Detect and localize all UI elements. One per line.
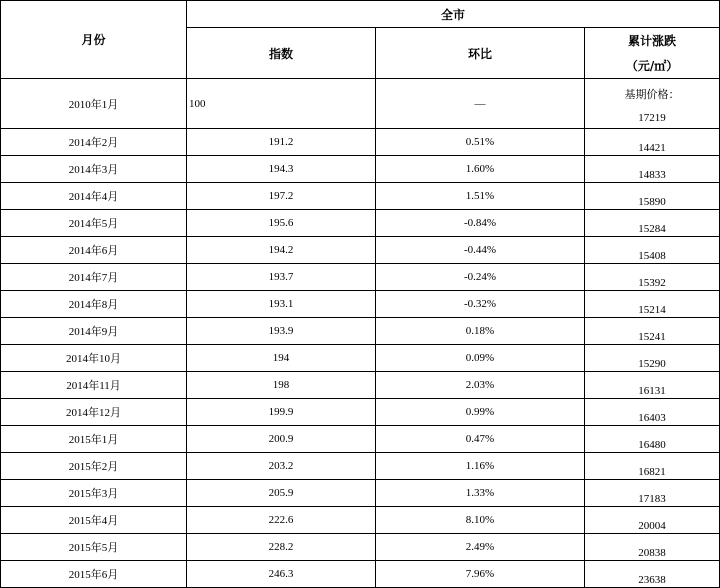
month-cell: 2015年1月 bbox=[1, 426, 187, 453]
price-cell: 15241 bbox=[585, 318, 720, 345]
base-month: 2010年1月 bbox=[1, 79, 187, 129]
table-row bbox=[1, 156, 720, 183]
mom-cell: 2.03% bbox=[376, 372, 585, 399]
month-cell: 2014年7月 bbox=[1, 264, 187, 291]
index-cell: 194.3 bbox=[187, 156, 376, 183]
table-row bbox=[1, 399, 720, 426]
mom-cell: 1.60% bbox=[376, 156, 585, 183]
month-cell: 2014年4月 bbox=[1, 183, 187, 210]
mom-cell: -0.24% bbox=[376, 264, 585, 291]
month-cell: 2014年5月 bbox=[1, 210, 187, 237]
price-cell: 14421 bbox=[585, 129, 720, 156]
price-cell: 20838 bbox=[585, 534, 720, 561]
month-cell: 2014年12月 bbox=[1, 399, 187, 426]
table-row bbox=[1, 210, 720, 237]
table-row bbox=[1, 507, 720, 534]
index-cell: 193.7 bbox=[187, 264, 376, 291]
month-cell: 2015年6月 bbox=[1, 561, 187, 588]
month-cell: 2014年9月 bbox=[1, 318, 187, 345]
month-cell: 2014年10月 bbox=[1, 345, 187, 372]
table-row bbox=[1, 534, 720, 561]
table-row bbox=[1, 129, 720, 156]
index-cell: 195.6 bbox=[187, 210, 376, 237]
index-cell: 194 bbox=[187, 345, 376, 372]
index-cell: 191.2 bbox=[187, 129, 376, 156]
table-row bbox=[1, 291, 720, 318]
table-row bbox=[1, 183, 720, 210]
index-cell: 197.2 bbox=[187, 183, 376, 210]
month-cell: 2014年6月 bbox=[1, 237, 187, 264]
price-cell: 23638 bbox=[585, 561, 720, 588]
month-cell: 2014年2月 bbox=[1, 129, 187, 156]
mom-cell: 2.49% bbox=[376, 534, 585, 561]
price-cell: 15392 bbox=[585, 264, 720, 291]
index-cell: 222.6 bbox=[187, 507, 376, 534]
index-cell: 203.2 bbox=[187, 453, 376, 480]
index-cell: 200.9 bbox=[187, 426, 376, 453]
base-price-label: 基期价格： bbox=[624, 87, 680, 101]
index-cell: 193.9 bbox=[187, 318, 376, 345]
index-cell: 193.1 bbox=[187, 291, 376, 318]
index-cell: 228.2 bbox=[187, 534, 376, 561]
base-price: 17219 bbox=[638, 111, 666, 124]
price-cell: 16480 bbox=[585, 426, 720, 453]
mom-cell: 1.16% bbox=[376, 453, 585, 480]
index-cell: 194.2 bbox=[187, 237, 376, 264]
price-cell: 17183 bbox=[585, 480, 720, 507]
table-row bbox=[1, 372, 720, 399]
table-row bbox=[1, 561, 720, 588]
mom-cell: 0.47% bbox=[376, 426, 585, 453]
price-cell: 20004 bbox=[585, 507, 720, 534]
month-cell: 2014年11月 bbox=[1, 372, 187, 399]
table-row bbox=[1, 264, 720, 291]
mom-cell: 0.99% bbox=[376, 399, 585, 426]
base-index: 100 bbox=[187, 79, 376, 129]
base-row bbox=[1, 79, 720, 129]
month-cell: 2015年2月 bbox=[1, 453, 187, 480]
price-cell: 16131 bbox=[585, 372, 720, 399]
price-cell: 15214 bbox=[585, 291, 720, 318]
mom-cell: 0.51% bbox=[376, 129, 585, 156]
table-row bbox=[1, 237, 720, 264]
mom-cell: 8.10% bbox=[376, 507, 585, 534]
base-price-cell bbox=[585, 79, 720, 129]
mom-cell: 0.09% bbox=[376, 345, 585, 372]
price-cell: 15284 bbox=[585, 210, 720, 237]
mom-cell: 1.51% bbox=[376, 183, 585, 210]
index-cell: 199.9 bbox=[187, 399, 376, 426]
price-cell: 16821 bbox=[585, 453, 720, 480]
month-header: 月份 bbox=[1, 1, 187, 79]
mom-cell: 0.18% bbox=[376, 318, 585, 345]
month-cell: 2014年8月 bbox=[1, 291, 187, 318]
cumulative-header bbox=[585, 28, 720, 79]
city-header: 全市 bbox=[187, 1, 720, 28]
table-row bbox=[1, 426, 720, 453]
mom-cell: -0.84% bbox=[376, 210, 585, 237]
month-cell: 2015年3月 bbox=[1, 480, 187, 507]
mom-cell: -0.44% bbox=[376, 237, 585, 264]
mom-cell: 7.96% bbox=[376, 561, 585, 588]
cumulative-label: 累计涨跌 bbox=[628, 34, 677, 48]
unit-label: （元/㎡） bbox=[625, 59, 679, 73]
index-cell: 205.9 bbox=[187, 480, 376, 507]
base-mom: — bbox=[376, 79, 585, 129]
month-cell: 2014年3月 bbox=[1, 156, 187, 183]
price-cell: 15408 bbox=[585, 237, 720, 264]
price-cell: 15290 bbox=[585, 345, 720, 372]
month-cell: 2015年5月 bbox=[1, 534, 187, 561]
table-row bbox=[1, 453, 720, 480]
table-row bbox=[1, 480, 720, 507]
price-cell: 14833 bbox=[585, 156, 720, 183]
table-row bbox=[1, 345, 720, 372]
mom-cell: 1.33% bbox=[376, 480, 585, 507]
price-cell: 15890 bbox=[585, 183, 720, 210]
mom-cell: -0.32% bbox=[376, 291, 585, 318]
index-cell: 246.3 bbox=[187, 561, 376, 588]
index-header: 指数 bbox=[187, 28, 376, 79]
mom-header: 环比 bbox=[376, 28, 585, 79]
index-cell: 198 bbox=[187, 372, 376, 399]
month-cell: 2015年4月 bbox=[1, 507, 187, 534]
table-row bbox=[1, 318, 720, 345]
price-cell: 16403 bbox=[585, 399, 720, 426]
